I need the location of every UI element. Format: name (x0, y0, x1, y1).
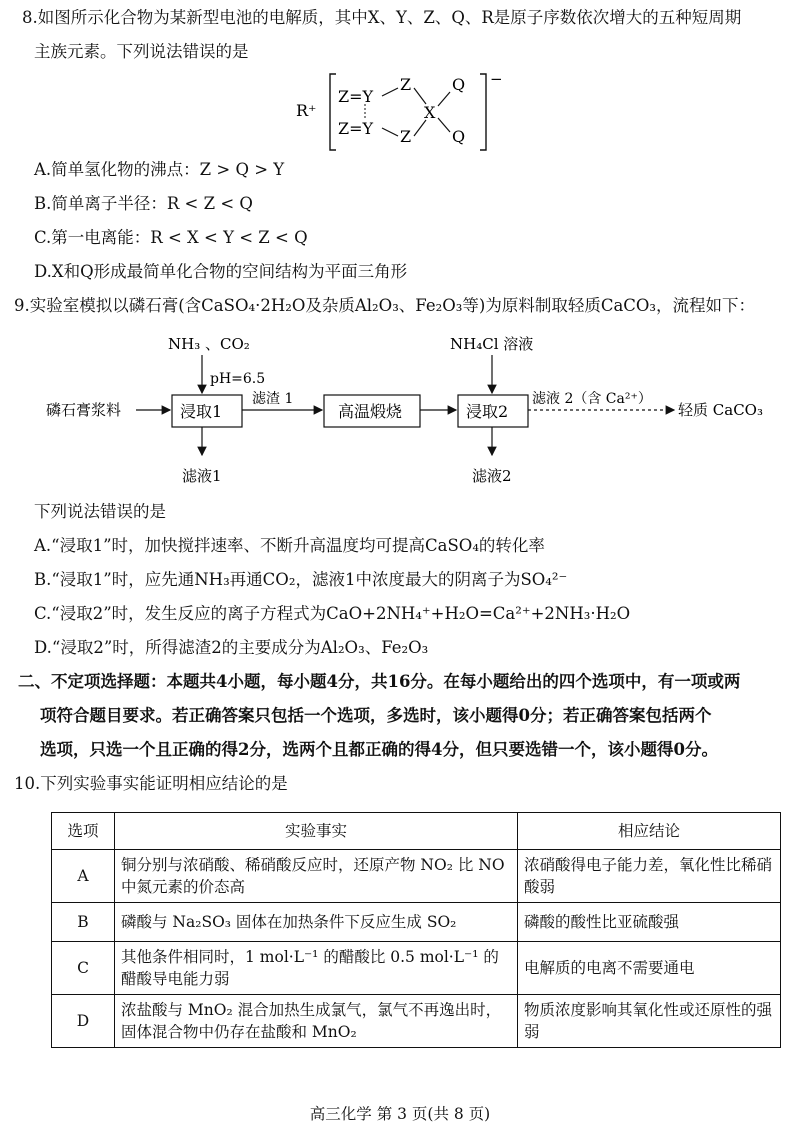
page-footer: 高三化学 第 3 页(共 8 页) (309, 1105, 491, 1123)
flow-filtrate1: 滤液1 (182, 467, 222, 485)
flow-ph: pH=6.5 (210, 371, 266, 387)
q9-option-b: B.“浸取1”时，应先通NH₃再通CO₂，滤液1中浓度最大的阴离子为SO₄²⁻ (34, 570, 568, 589)
q8-option-d: D.X和Q形成最简单化合物的空间结构为平面三角形 (34, 262, 408, 281)
q8-stem-line1: 8.如图所示化合物为某新型电池的电解质，其中X、Y、Z、Q、R是原子序数依次增大的五种短周期 (22, 8, 742, 27)
table-header-row (52, 813, 781, 850)
table-row (52, 942, 781, 995)
cation-label: R⁺ (296, 101, 317, 120)
table-row (52, 850, 781, 903)
flow-box3-label: 浸取2 (466, 402, 509, 421)
flow-residue1: 滤渣 1 (252, 391, 294, 407)
zy-bottom: Z=Y (338, 119, 374, 138)
row-fact: 浓盐酸与 MnO₂ 混合加热生成氯气，氯气不再逸出时，固体混合物中仍存在盐酸和 MnO₂ (115, 995, 518, 1048)
z-top: Z (400, 75, 412, 94)
z-bottom: Z (400, 127, 412, 146)
row-conclusion: 电解质的电离不需要通电 (518, 942, 781, 995)
x-center: X (424, 103, 436, 122)
q8-option-b: B.简单离子半径：R < Z < Q (34, 194, 253, 213)
row-option: A (52, 850, 115, 903)
q8-option-a: A.简单氢化物的沸点：Z > Q > Y (34, 160, 285, 179)
flow-box1-label: 浸取1 (180, 402, 223, 421)
q10-stem: 10.下列实验事实能证明相应结论的是 (14, 774, 288, 793)
row-option: B (52, 903, 115, 942)
q8-option-c: C.第一电离能：R < X < Y < Z < Q (34, 228, 308, 247)
row-conclusion: 浓硝酸得电子能力差，氧化性比稀硝酸弱 (518, 850, 781, 903)
table-row (52, 903, 781, 942)
flow-filtrate2-label: 滤液 2（含 Ca²⁺） (532, 391, 652, 407)
q9-option-a: A.“浸取1”时，加快搅拌速率、不断升高温度均可提高CaSO₄的转化率 (34, 536, 545, 555)
flow-reagent1: NH₃ 、CO₂ (168, 335, 250, 353)
header-conclusion: 相应结论 (518, 813, 781, 850)
flow-box2-label: 高温煅烧 (338, 402, 403, 421)
section2-line1: 二、不定项选择题：本题共4小题，每小题4分，共16分。在每小题给出的四个选项中，有一项或两 (18, 672, 741, 691)
q-bottom: Q (452, 127, 466, 146)
q8-structure-diagram (290, 66, 520, 156)
anion-charge: − (490, 70, 503, 88)
q8-stem-line2: 主族元素。下列说法错误的是 (34, 42, 249, 61)
flow-input: 磷石膏浆料 (46, 401, 122, 419)
row-option: D (52, 995, 115, 1048)
row-fact: 其他条件相同时，1 mol·L⁻¹ 的醋酸比 0.5 mol·L⁻¹ 的醋酸导电能力弱 (115, 942, 518, 995)
q9-option-d: D.“浸取2”时，所得滤渣2的主要成分为Al₂O₃、Fe₂O₃ (34, 638, 429, 657)
table-row (52, 995, 781, 1048)
flow-reagent2: NH₄Cl 溶液 (450, 335, 534, 353)
section2-line2: 项符合题目要求。若正确答案只包括一个选项，多选时，该小题得0分；若正确答案包括两个 (40, 706, 712, 725)
q-top: Q (452, 75, 466, 94)
row-option: C (52, 942, 115, 995)
row-fact: 铜分别与浓硝酸、稀硝酸反应时，还原产物 NO₂ 比 NO 中氮元素的价态高 (115, 850, 518, 903)
header-fact: 实验事实 (115, 813, 518, 850)
q9-option-c: C.“浸取2”时，发生反应的离子方程式为CaO+2NH₄⁺+H₂O=Ca²⁺+2NH₃·H₂O (34, 604, 631, 623)
section2-line3: 选项，只选一个且正确的得2分，选两个且都正确的得4分，但只要选错一个，该小题得0分。 (40, 740, 718, 759)
row-fact: 磷酸与 Na₂SO₃ 固体在加热条件下反应生成 SO₂ (115, 903, 518, 942)
row-conclusion: 物质浓度影响其氧化性或还原性的强弱 (518, 995, 781, 1048)
row-conclusion: 磷酸的酸性比亚硫酸强 (518, 903, 781, 942)
q9-question: 下列说法错误的是 (34, 502, 166, 521)
flow-product: 轻质 CaCO₃ (678, 401, 763, 419)
q9-flow-diagram (40, 325, 790, 495)
header-option: 选项 (52, 813, 115, 850)
q9-stem: 9.实验室模拟以磷石膏(含CaSO₄·2H₂O及杂质Al₂O₃、Fe₂O₃等)为原料制取轻质CaCO₃，流程如下： (14, 296, 756, 315)
q10-table (51, 812, 781, 1048)
flow-filtrate2: 滤液2 (472, 467, 512, 485)
zy-top: Z=Y (338, 87, 374, 106)
